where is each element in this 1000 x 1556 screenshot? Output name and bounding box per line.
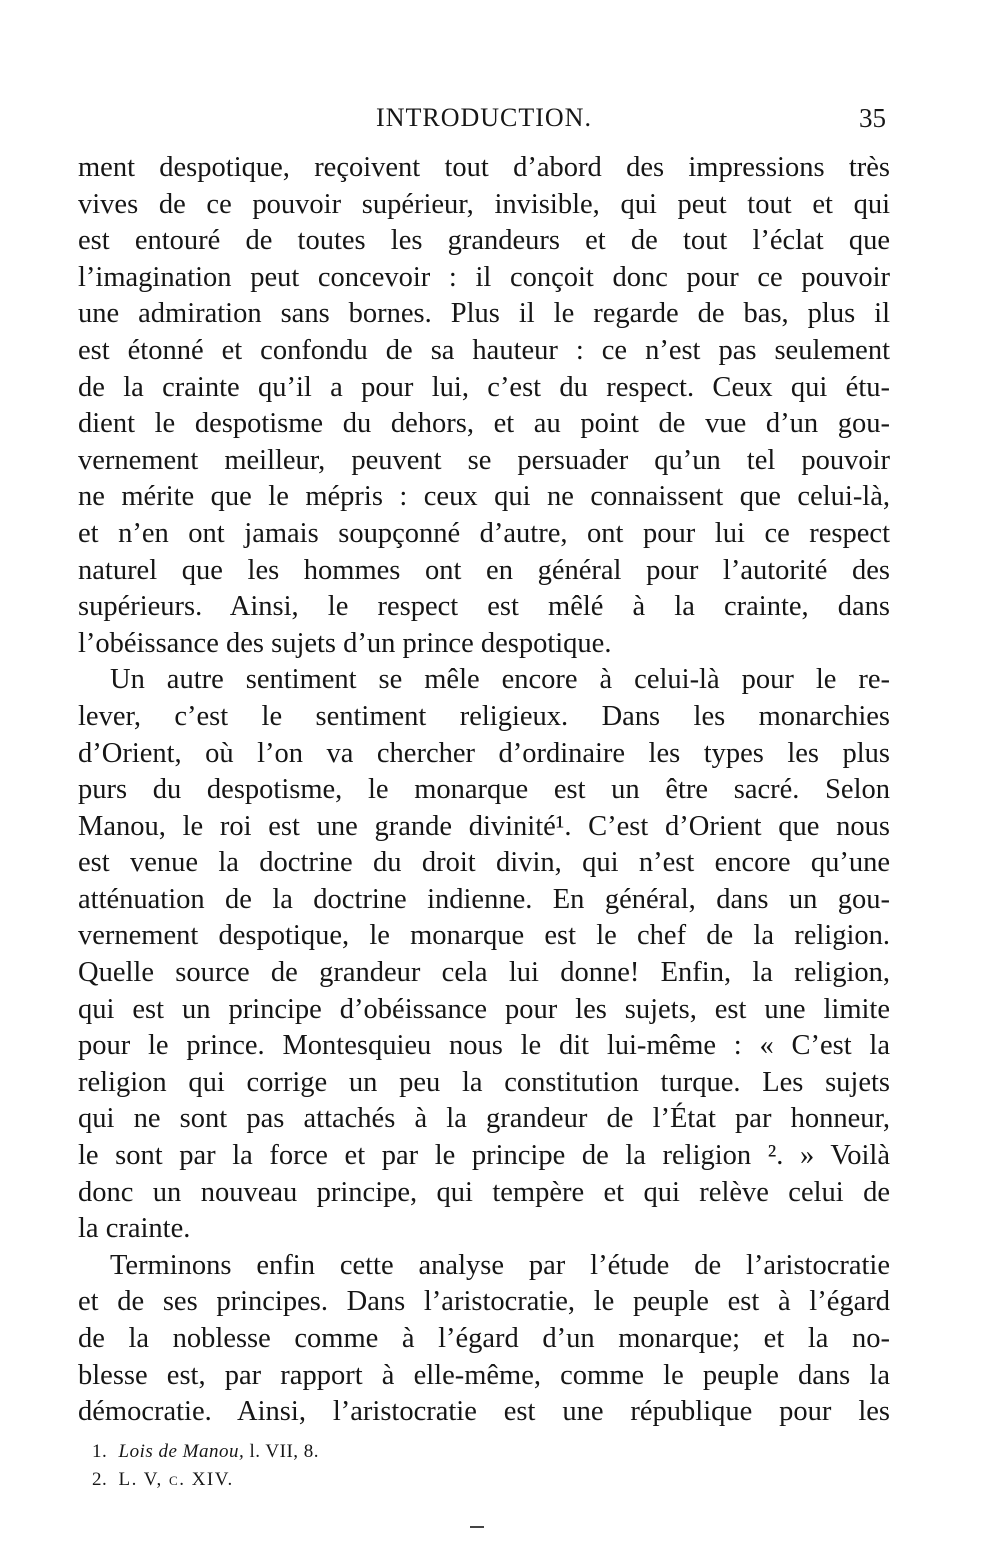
text-line: est venue la doctrine du droit divin, qui n’est encore qu’une bbox=[78, 847, 890, 879]
text-line: pour le prince. Montesquieu nous le dit lui-même : « C’est la bbox=[78, 1030, 890, 1062]
footnote bbox=[92, 1438, 792, 1466]
text-line: l’obéissance des sujets d’un prince despotique. bbox=[78, 627, 612, 659]
text-line: purs du despotisme, le monarque est un être sacré. Selon bbox=[78, 774, 890, 806]
text-line: Quelle source de grandeur cela lui donne! Enfin, la religion, bbox=[78, 957, 890, 989]
text-line: d’Orient, où l’on va chercher d’ordinaire les types les plus bbox=[78, 737, 890, 769]
footnote-text: L. V, c. XIV. bbox=[118, 1469, 234, 1490]
print-mark bbox=[470, 1526, 484, 1528]
footnote-title: Lois de Manou, bbox=[118, 1441, 245, 1462]
text-line: donc un nouveau principe, qui tempère et qui relève celui de bbox=[78, 1176, 890, 1208]
footnote-text: l. VII, 8. bbox=[249, 1441, 320, 1462]
text-line: l’imagination peut concevoir : il conçoit donc pour ce pouvoir bbox=[78, 261, 890, 293]
text-line: qui ne sont pas attachés à la grandeur de l’État par honneur, bbox=[78, 1103, 890, 1135]
text-line: le sont par la force et par le principe de la religion ². » Voilà bbox=[78, 1140, 890, 1172]
text-line: une admiration sans bornes. Plus il le regarde de bas, plus il bbox=[78, 298, 890, 330]
text-line: qui est un principe d’obéissance pour les sujets, est une limite bbox=[78, 993, 890, 1025]
text-line: est entouré de toutes les grandeurs et de tout l’éclat que bbox=[78, 225, 890, 257]
text-line: est étonné et confondu de sa hauteur : ce n’est pas seulement bbox=[78, 334, 890, 366]
text-line: ment despotique, reçoivent tout d’abord des impressions très bbox=[78, 152, 890, 183]
text-line: blesse est, par rapport à elle-même, comme le peuple dans la bbox=[78, 1359, 890, 1391]
text-line: démocratie. Ainsi, l’aristocratie est une république pour les bbox=[78, 1396, 890, 1428]
footnote-number: 1. bbox=[92, 1441, 108, 1462]
text-line: de la crainte qu’il a pour lui, c’est du respect. Ceux qui étu- bbox=[78, 371, 890, 403]
text-line: vernement meilleur, peuvent se persuader qu’un tel pouvoir bbox=[78, 444, 890, 476]
text-line: Manou, le roi est une grande divinité¹. C’est d’Orient que nous bbox=[78, 810, 890, 842]
text-line: Un autre sentiment se mêle encore à celui-là pour le re- bbox=[110, 664, 890, 696]
footnotes bbox=[92, 1438, 792, 1494]
text-line: et n’en ont jamais soupçonné d’autre, ont pour lui ce respect bbox=[78, 517, 890, 549]
text-line: supérieurs. Ainsi, le respect est mêlé à la crainte, dans bbox=[78, 591, 890, 623]
text-line: dient le despotisme du dehors, et au point de vue d’un gou- bbox=[78, 408, 890, 440]
page-number: 35 bbox=[859, 103, 886, 133]
text-line: vernement despotique, le monarque est le chef de la religion. bbox=[78, 920, 890, 952]
text-line: lever, c’est le sentiment religieux. Dans les monarchies bbox=[78, 700, 890, 732]
page-header bbox=[78, 98, 890, 138]
text-line: ne mérite que le mépris : ceux qui ne connaissent que celui-là, bbox=[78, 481, 890, 513]
footnote bbox=[92, 1466, 792, 1494]
text-line: Terminons enfin cette analyse par l’étude de l’aristocratie bbox=[110, 1249, 890, 1281]
text-line: naturel que les hommes ont en général pour l’autorité des bbox=[78, 554, 890, 586]
running-title: INTRODUCTION. bbox=[376, 103, 592, 132]
text-line: vives de ce pouvoir supérieur, invisible, qui peut tout et qui bbox=[78, 188, 890, 220]
footnote-number: 2. bbox=[92, 1469, 108, 1490]
text-line: la crainte. bbox=[78, 1213, 191, 1245]
text-line: de la noblesse comme à l’égard d’un monarque; et la no- bbox=[78, 1323, 890, 1354]
text-line: atténuation de la doctrine indienne. En général, dans un gou- bbox=[78, 883, 890, 915]
body-text bbox=[78, 150, 890, 1431]
text-line: religion qui corrige un peu la constitution turque. Les sujets bbox=[78, 1066, 890, 1098]
text-line: et de ses principes. Dans l’aristocratie, le peuple est à l’égard bbox=[78, 1286, 890, 1318]
